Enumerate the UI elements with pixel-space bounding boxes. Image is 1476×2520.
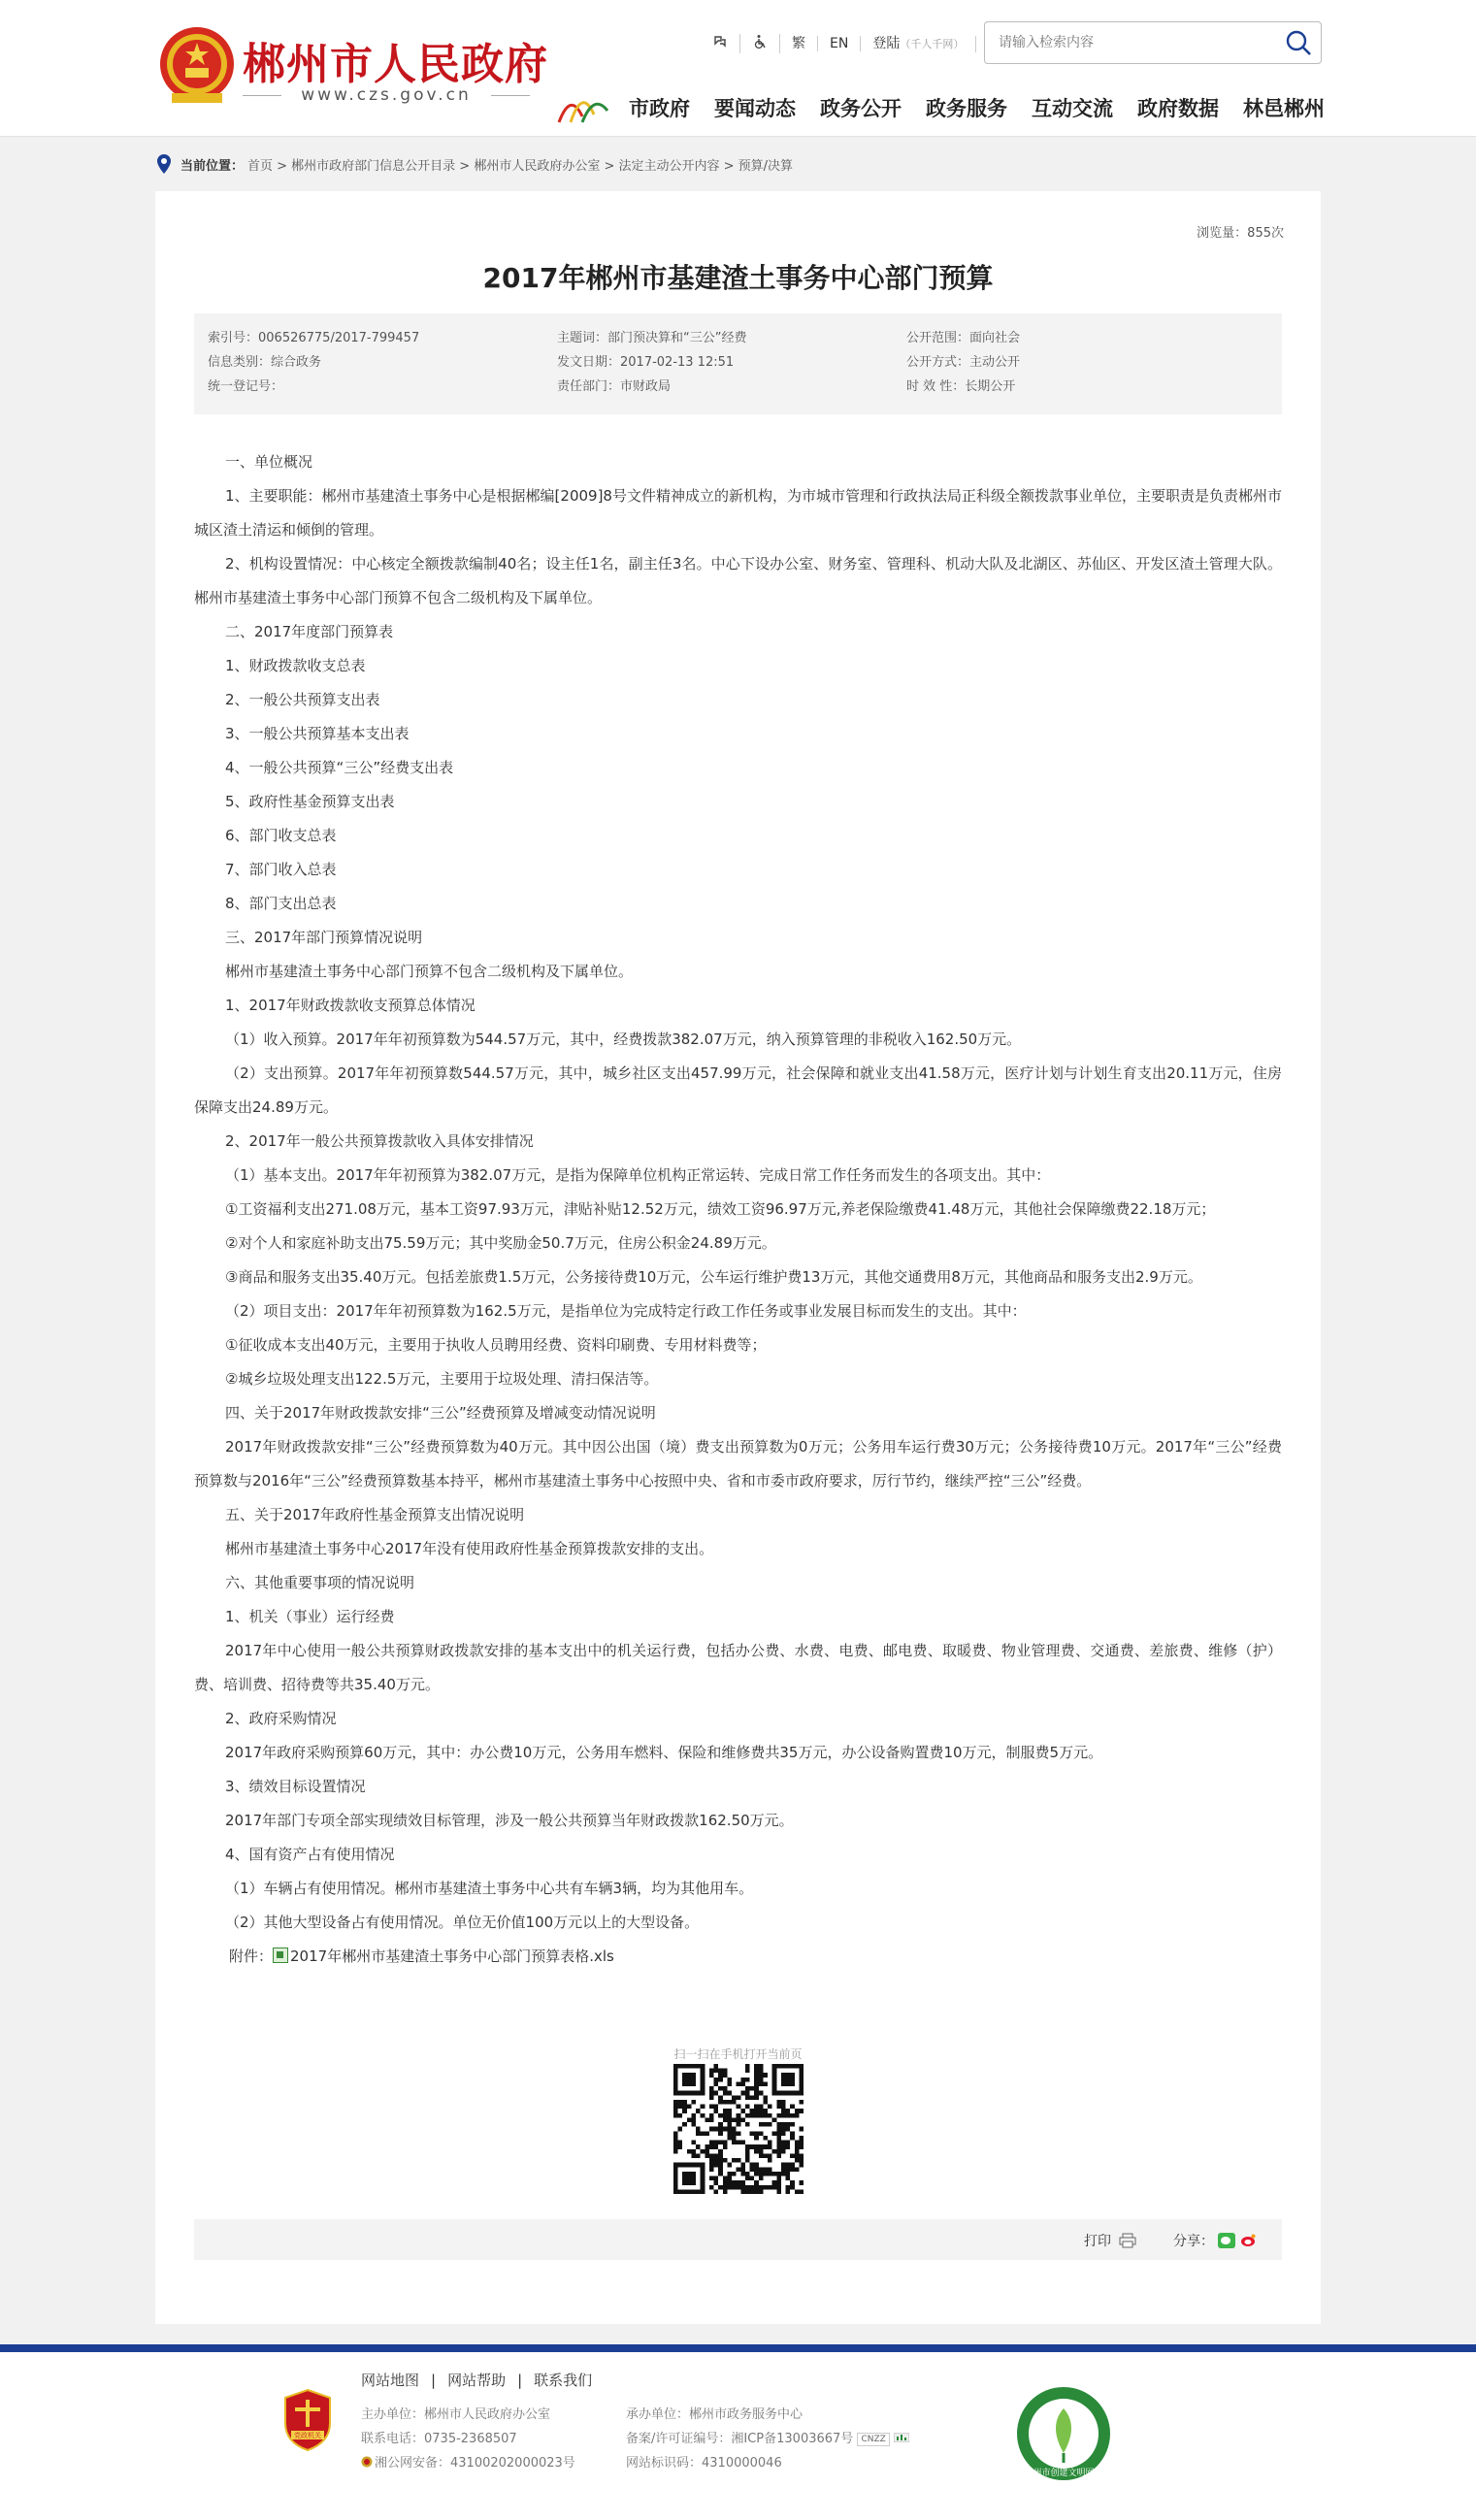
police-record-text: 湘公网安备：43100202000023号 [375, 2456, 575, 2471]
paragraph: 6、部门收支总表 [225, 827, 337, 844]
meta-unified-code: 统一登记号： [208, 379, 284, 394]
location-pin-icon [155, 153, 173, 175]
footer-site-code: 网站标识码：4310000046 [626, 2456, 782, 2471]
site-url: www.czs.gov.cn [243, 85, 530, 105]
footer-organizer: 承办单位：郴州市政务服务中心 [626, 2407, 804, 2422]
english-link[interactable]: EN [818, 36, 861, 51]
paragraph: ②对个人和家庭补助支出75.59万元；其中奖励金50.7万元，住房公积金24.89万元。 [225, 1234, 776, 1252]
meta-method: 公开方式：主动公开 [906, 355, 1021, 370]
footer-link-sitemap[interactable]: 网站地图 [361, 2372, 420, 2389]
search-input[interactable] [997, 30, 1272, 55]
paragraph: 郴州市基建渣土事务中心2017年没有使用政府性基金预算拨款安排的支出。 [225, 1540, 714, 1557]
paragraph: 五、关于2017年政府性基金预算支出情况说明 [225, 1506, 525, 1523]
traditional-chinese-link[interactable]: 繁 [780, 36, 818, 51]
meta-publish-date: 发文日期：2017-02-13 12:51 [557, 355, 735, 370]
search-icon[interactable] [1284, 28, 1313, 57]
weibo-icon[interactable] [1239, 2233, 1257, 2248]
paragraph: 7、部门收入总表 [225, 861, 337, 878]
attachment-link[interactable]: 2017年郴州市基建渣土事务中心部门预算表格.xls [290, 1947, 614, 1965]
excel-file-icon [273, 1947, 288, 1963]
paragraph: 2017年财政拨款安排“三公”经费预算数为40万元。其中因公出国（境）费支出预算数为0万元；公务用车运行费30万元；公务接待费10万元。2017年“三公”经费预算数与2016年“三公”经费预算数基本持平，郴州市基建渣土事务中心按照中央、省和市委市政府要求，厉行节约，继续严控“三公”经费。 [194, 1438, 1282, 1489]
meta-scope: 公开范围：面向社会 [906, 331, 1021, 345]
breadcrumb [155, 153, 793, 175]
nav-decoration-icon [557, 87, 609, 126]
breadcrumb-label: 当前位置： [180, 158, 245, 174]
attachment-row [194, 1940, 1282, 1974]
paragraph: 一、单位概况 [225, 453, 313, 471]
login-note: （千人千网） [900, 37, 965, 50]
print-label: 打印 [1084, 2234, 1111, 2249]
paragraph: 六、其他重要事项的情况说明 [225, 1574, 415, 1591]
police-badge-icon [361, 2456, 373, 2468]
page-title: 2017年郴州市基建渣土事务中心部门预算 [482, 262, 994, 294]
paragraph: （2）其他大型设备占有使用情况。单位无价值100万元以上的大型设备。 [225, 1914, 700, 1931]
share-label: 分享： [1173, 2234, 1214, 2249]
separator: | [431, 2372, 437, 2389]
nav-item-news[interactable]: 要闻动态 [714, 97, 796, 120]
nav-item-interaction[interactable]: 互动交流 [1032, 97, 1113, 120]
login-link[interactable] [861, 36, 976, 52]
paragraph: 1、主要职能：郴州市基建渣土事务中心是根据郴编[2009]8号文件精神成立的新机构，为市城市管理和行政执法局正科级全额拨款事业单位，主要职责是负责郴州市城区渣土清运和倾倒的管理。 [194, 487, 1282, 539]
paragraph: （2）项目支出：2017年年初预算数为162.5万元，是指单位为完成特定行政工作任务或事业发展目标而发生的支出。其中： [225, 1302, 1027, 1320]
meta-department: 责任部门：市财政局 [557, 379, 672, 394]
footer-info-left [361, 2403, 575, 2475]
civilized-website-badge-icon[interactable] [1015, 2385, 1112, 2482]
footer-info-right [626, 2403, 909, 2475]
paragraph: （1）收入预算。2017年年初预算数为544.57万元，其中，经费拨款382.07万元，纳入预算管理的非税收入162.50万元。 [225, 1031, 1022, 1048]
paragraph: ①征收成本支出40万元，主要用于执收人员聘用经费、资料印刷费、专用材料费等； [225, 1336, 767, 1354]
paragraph: 二、2017年度部门预算表 [225, 623, 394, 640]
paragraph: 4、一般公共预算“三公”经费支出表 [225, 759, 454, 776]
paragraph: 5、政府性基金预算支出表 [225, 793, 395, 810]
accessibility-wheelchair-icon[interactable] [740, 34, 780, 53]
paragraph: 2017年政府采购预算60万元，其中：办公费10万元，公务用车燃料、保险和维修费共35万元，办公设备购置费10万元，制服费5万元。 [225, 1744, 1103, 1761]
meta-info-category: 信息类别：综合政务 [208, 355, 322, 370]
site-footer [0, 2352, 1476, 2520]
footer-divider [0, 2344, 1476, 2352]
attachment-label: 附件： [229, 1947, 274, 1965]
main-nav [629, 93, 1349, 122]
paragraph: 4、国有资产占有使用情况 [225, 1846, 395, 1863]
paragraph: （1）基本支出。2017年年初预算为382.07万元，是指为保障单位机构正常运转、完成日常工作任务而发生的各项支出。其中： [225, 1166, 1051, 1184]
paragraph: 三、2017年部门预算情况说明 [225, 929, 423, 946]
meta-index-no: 索引号：006526775/2017-799457 [208, 331, 420, 345]
national-emblem-icon [158, 25, 236, 107]
paragraph: 2017年部门专项全部实现绩效目标管理，涉及一般公共预算当年财政拨款162.50万元。 [225, 1812, 794, 1829]
paragraph: （2）支出预算。2017年年初预算数544.57万元，其中，城乡社区支出457.99万元，社会保障和就业支出41.58万元，医疗计划与计划生育支出20.11万元，住房保障支出24.89万元。 [194, 1064, 1282, 1116]
paragraph: 1、2017年财政拨款收支预算总体情况 [225, 997, 476, 1014]
accessibility-read-icon[interactable] [701, 34, 740, 53]
cnzz-badge[interactable]: CNZZ [857, 2433, 889, 2446]
separator: | [517, 2372, 523, 2389]
site-title[interactable]: 郴州市人民政府 [243, 40, 548, 89]
cert-text: 郴州市创建文明网站 [1024, 2469, 1103, 2478]
login-label: 登陆 [872, 35, 901, 51]
top-toolbar [701, 33, 1027, 54]
article-meta [194, 313, 1282, 414]
nav-item-data[interactable]: 政府数据 [1137, 97, 1219, 120]
footer-sponsor: 主办单位：郴州市人民政府办公室 [361, 2407, 551, 2422]
share-bar [1173, 2231, 1257, 2250]
stats-badge-icon[interactable] [894, 2433, 909, 2442]
icp-text: 备案/许可证编号：湘ICP备13003667号 [626, 2432, 854, 2446]
printer-icon [1119, 2233, 1136, 2248]
article-panel [155, 191, 1321, 2324]
article-body [194, 445, 1282, 1974]
search-box [984, 21, 1322, 64]
nav-item-services[interactable]: 政务服务 [926, 97, 1007, 120]
paragraph: 3、一般公共预算基本支出表 [225, 725, 410, 742]
paragraph: 3、绩效目标设置情况 [225, 1778, 366, 1795]
paragraph: 四、关于2017年财政拨款安排“三公”经费预算及增减变动情况说明 [225, 1404, 656, 1422]
paragraph: ①工资福利支出271.08万元，基本工资97.93万元，津贴补贴12.52万元，绩效工资96.97万元,养老保险缴费41.48万元，其他社会保障缴费22.18万元； [225, 1200, 1216, 1218]
paragraph: 郴州市基建渣土事务中心部门预算不包含二级机构及下属单位。 [225, 963, 634, 980]
paragraph: ③商品和服务支出35.40万元。包括差旅费1.5万元，公务接待费10万元，公车运行维护费13万元，其他交通费用8万元，其他商品和服务支出2.9万元。 [225, 1268, 1202, 1286]
view-count: 浏览量：855次 [1197, 226, 1284, 241]
party-government-badge-icon[interactable] [281, 2388, 334, 2452]
paragraph: 1、财政拨款收支总表 [225, 657, 366, 674]
wechat-icon[interactable] [1218, 2233, 1235, 2248]
meta-subject: 主题词：部门预决算和“三公”经费 [557, 331, 747, 345]
footer-icp[interactable] [626, 2427, 909, 2451]
paragraph: 2、一般公共预算支出表 [225, 691, 380, 708]
qr-code-icon [673, 2064, 804, 2194]
paragraph: 2、政府采购情况 [225, 1710, 337, 1727]
paragraph: 8、部门支出总表 [225, 895, 337, 912]
nav-item-open-government[interactable]: 政务公开 [820, 97, 902, 120]
badge-text: 党政机关 [294, 2432, 321, 2439]
article-tools [194, 2219, 1282, 2260]
paragraph: 1、机关（事业）运行经费 [225, 1608, 395, 1625]
nav-item-government[interactable]: 市政府 [629, 97, 690, 120]
paragraph: ②城乡垃圾处理支出122.5万元，主要用于垃圾处理、清扫保洁等。 [225, 1370, 659, 1388]
footer-links [361, 2370, 592, 2390]
print-button[interactable] [1084, 2231, 1136, 2250]
footer-link-help[interactable]: 网站帮助 [447, 2372, 507, 2389]
footer-phone: 联系电话：0735-2368507 [361, 2432, 517, 2446]
paragraph: 2017年中心使用一般公共预算财政拨款安排的基本支出中的机关运行费，包括办公费、水费、电费、邮电费、取暖费、物业管理费、交通费、差旅费、维修（护）费、培训费、招待费等共35.40万元。 [194, 1642, 1282, 1693]
breadcrumb-path[interactable]: 首页 > 郴州市政府部门信息公开目录 > 郴州市人民政府办公室 > 法定主动公开内容 > 预算/决算 [247, 158, 794, 174]
meta-validity: 时 效 性：长期公开 [906, 379, 1016, 394]
footer-police-record[interactable] [361, 2451, 575, 2475]
paragraph: （1）车辆占有使用情况。郴州市基建渣土事务中心共有车辆3辆，均为其他用车。 [225, 1880, 754, 1897]
paragraph: 2、2017年一般公共预算拨款收入具体安排情况 [225, 1132, 534, 1150]
site-header [0, 0, 1476, 137]
qr-caption: 扫一扫在手机打开当前页 [673, 2047, 803, 2061]
paragraph: 2、机构设置情况：中心核定全额拨款编制40名；设主任1名，副主任3名。中心下设办公室、财务室、管理科、机动大队及北湖区、苏仙区、开发区渣土管理大队。郴州市基建渣土事务中心部门预算不包含二级机构及下属单位。 [194, 555, 1282, 606]
footer-link-contact[interactable]: 联系我们 [534, 2372, 593, 2389]
nav-item-linyi-chenzhou[interactable]: 林邑郴州 [1243, 97, 1325, 120]
